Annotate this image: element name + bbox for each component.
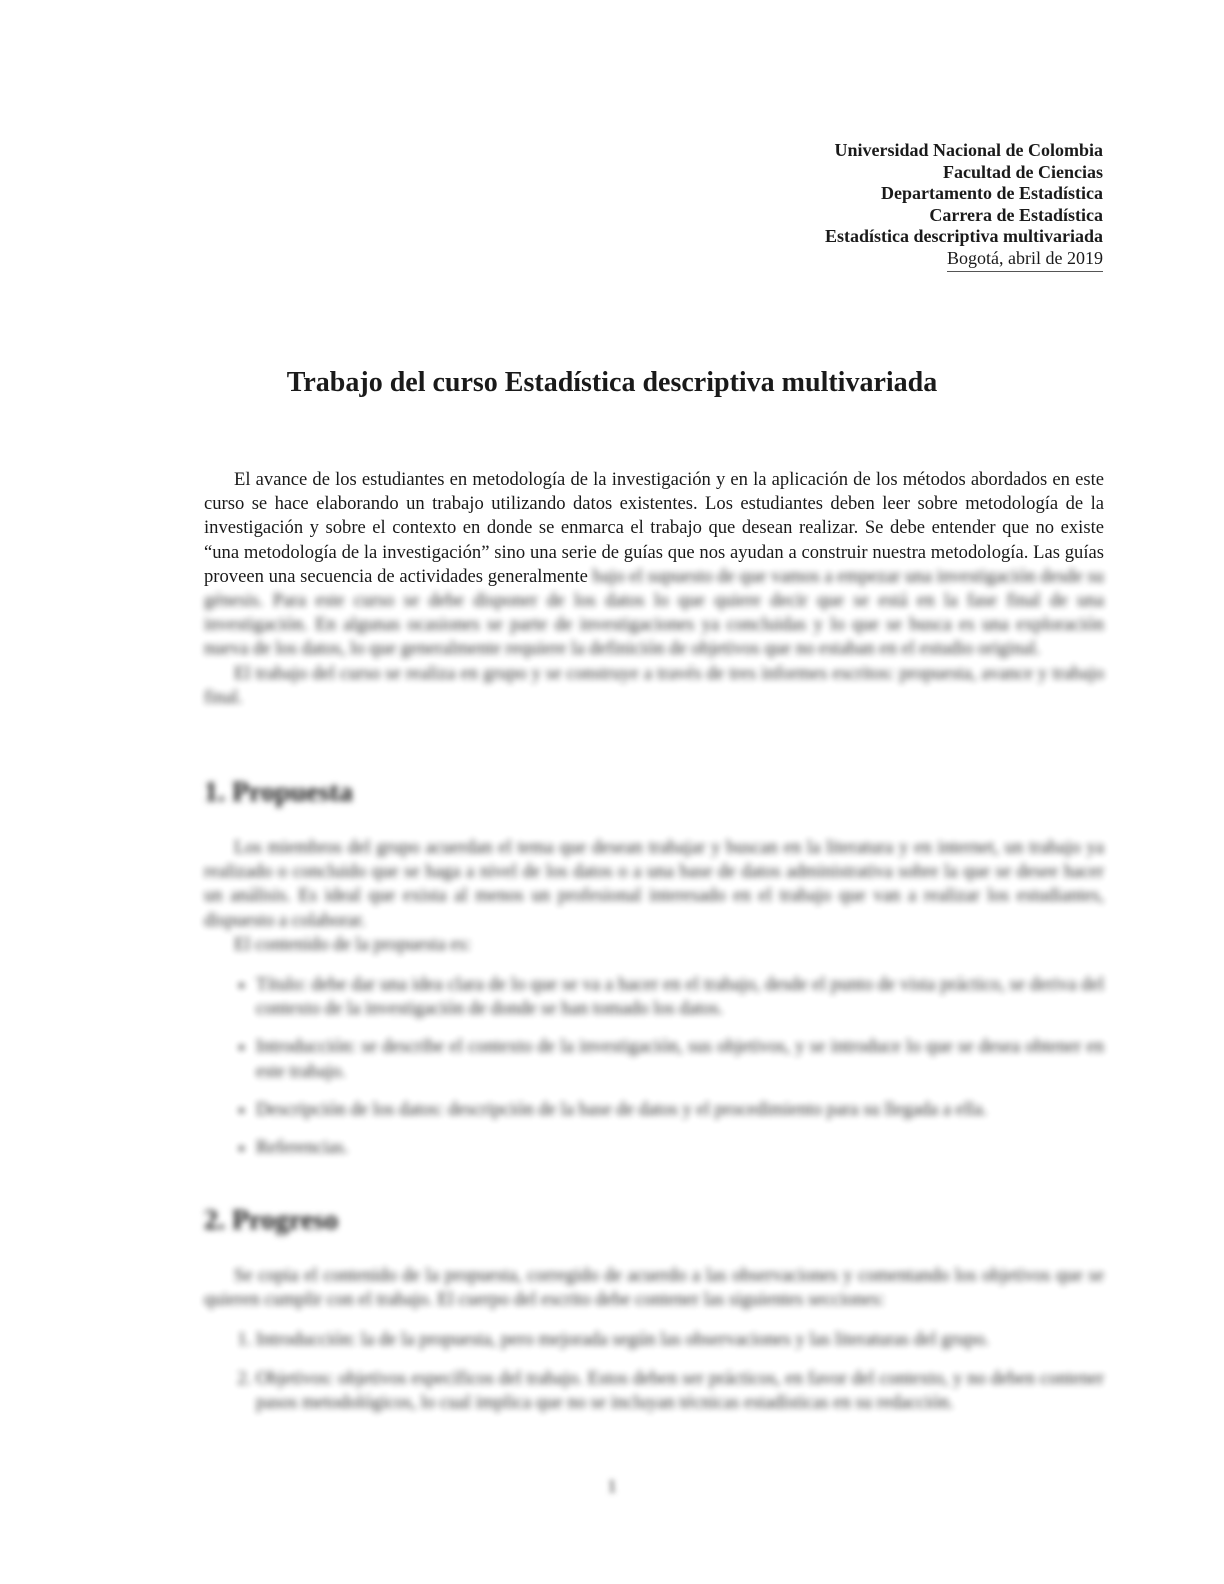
section-1-paragraph-2: El contenido de la propuesta es:	[234, 933, 471, 955]
header-faculty: Facultad de Ciencias	[943, 161, 1103, 182]
list-item: • Referencias.	[256, 1136, 1104, 1160]
section-1-heading: 1. Propuesta	[204, 777, 353, 808]
list-item: • Descripción de los datos: descripción de la base de datos y el procedimiento para su llegada a ella.	[256, 1098, 1104, 1122]
list-item: • Título: debe dar una idea clara de lo que se va a hacer en el trabajo, desde el punto de vista práctico, se deriva del contexto de la investigación de donde se han tomado los datos.	[256, 973, 1104, 1021]
header-program: Carrera de Estadística	[929, 204, 1103, 225]
list-item: 1. Introducción: la de la propuesta, pero mejorada según las observaciones y las literaturas del grupo.	[256, 1328, 1104, 1352]
intro-section	[204, 468, 1104, 710]
document-title: Trabajo del curso Estadística descriptiva multivariada	[286, 367, 938, 398]
section-2-numbered-list	[204, 1328, 1104, 1415]
section-2-paragraph-1: Se copia el contenido de la propuesta, corregido de acuerdo a las observaciones y comentando los objetivos que se quieren cumplir con el trabajo. El cuerpo del escrito debe contener las siguientes secciones:	[204, 1265, 1104, 1311]
section-2-heading: 2. Progreso	[204, 1205, 339, 1236]
header-course: Estadística descriptiva multivariada	[825, 226, 1103, 247]
list-item: 2. Objetivos: objetivos específicos del trabajo. Estos deben ser prácticos, en favor del contexto, y no deben contener pasos metodológicos, lo cual implica que no se incluyan técnicas estadísticas en su redacción.	[256, 1367, 1104, 1415]
document-header	[825, 140, 1103, 272]
list-item: • Introducción: se describe el contexto de la investigación, sus objetivos, y se introduce lo que se desea obtener en este trabajo.	[256, 1035, 1104, 1083]
header-department: Departamento de Estadística	[881, 183, 1103, 204]
section-1-bullet-list	[204, 973, 1104, 1160]
intro-paragraph-1	[204, 468, 1104, 662]
section-2-body	[204, 1264, 1104, 1429]
intro-paragraph-1-text: El avance de los estudiantes en metodología de la investigación y en la aplicación de los métodos abordados en este curso se hace elaborando un trabajo utilizando datos existentes. Los estudiantes deben leer sobre metodología de la investigación y sobre el contexto en donde se enmarca el trabajo que desean realizar. Se debe entender que no existe “una metodología de la investigación” sino una serie de guías que nos ayudan a construir nuestra metodología. Las guías proveen una secuencia de actividades generalmente	[204, 469, 1104, 587]
intro-paragraph-2: El trabajo del curso se realiza en grupo y se construye a través de tres informes escritos: propuesta, avance y trabajo final.	[204, 662, 1104, 708]
header-date: Bogotá, abril de 2019	[947, 248, 1103, 272]
section-1-body	[204, 836, 1104, 1174]
section-1-paragraph-1: Los miembros del grupo acuerdan el tema que desean trabajar y buscan en la literatura y en internet, un trabajo ya realizado o concluido que se haga a nivel de los datos o a una base de datos administrativa sobre la que se desee hacer un análisis. Es ideal que exista al menos un profesional interesado en el trabajo que van a realizar los estudiantes, dispuesto a colaborar.	[204, 837, 1104, 931]
header-university: Universidad Nacional de Colombia	[834, 140, 1103, 160]
intro-paragraph-1-obscured-text: bajo el supuesto de que vamos a empezar una investigación desde su génesis. Para este curso se debe disponer de los datos lo que quiere decir que se está en la fase final de una investigación. En algunas ocasiones se parte de investigaciones ya concluidas y lo que se busca es una exploración nueva de los datos, lo que generalmente requiere la definición de objetivos que no estaban en el estudio original.	[204, 565, 1104, 660]
page-number: 1	[607, 1476, 617, 1496]
